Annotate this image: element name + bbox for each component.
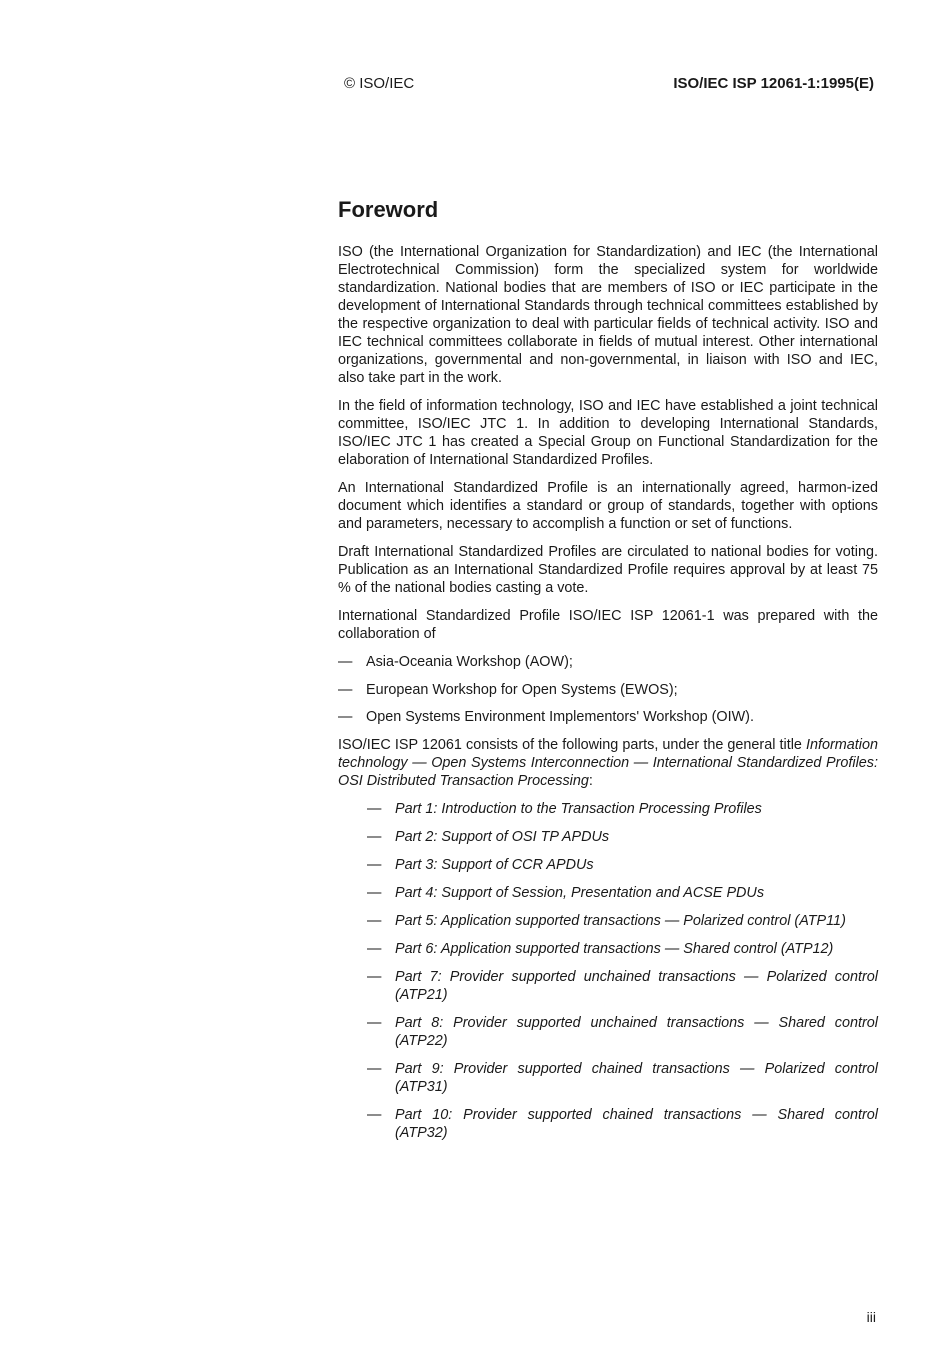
dash-bullet: —	[367, 941, 382, 957]
dash-bullet: —	[367, 829, 382, 845]
parts-general-title: Information technology — Open Systems Interconnection — International Standardized Profiles: OSI Distributed Transaction Processing	[338, 737, 878, 789]
dash-bullet: —	[338, 681, 353, 698]
dash-bullet: —	[367, 1107, 382, 1123]
dash-bullet: —	[338, 654, 353, 670]
list-item	[338, 800, 878, 818]
list-item	[338, 1106, 878, 1142]
page-title: Foreword	[338, 197, 439, 222]
part-title: Part 8: Provider supported unchained transactions — Shared control (ATP22)	[395, 1015, 878, 1049]
list-item	[338, 856, 878, 874]
header-standard-id: ISO/IEC ISP 12061-1:1995(E)	[673, 75, 874, 92]
workshop-label: Open Systems Environment Implementors' Workshop (OIW).	[366, 709, 754, 725]
part-title: Part 9: Provider supported chained transactions — Polarized control (ATP31)	[395, 1061, 878, 1095]
dash-bullet: —	[367, 857, 382, 873]
list-item	[338, 940, 878, 958]
dash-bullet: —	[367, 1015, 382, 1031]
paragraph-voting: Draft International Standardized Profiles are circulated to national bodies for voting. Publication as an International Standardized Profile requires approval by at least 75 % of the national bodies casting a vote.	[338, 544, 878, 596]
list-item	[338, 1060, 878, 1096]
workshop-list	[338, 653, 878, 726]
list-item	[338, 708, 878, 726]
part-title: Part 5: Application supported transactions — Polarized control (ATP11)	[395, 913, 846, 929]
paragraph-iso-iec: ISO (the International Organization for Standardization) and IEC (the International Electrotechnical Commission) form the specialized system for worldwide standardization. National bodies that are members of ISO or IEC participate in the development of International Standards through technical committees established by the respective organization to deal with particular fields of technical activity. ISO and IEC technical committees collaborate in fields of mutual interest. Other international organizations, governmental and non-governmental, in liaison with ISO and IEC, also take part in the work.	[338, 244, 878, 386]
part-title: Part 4: Support of Session, Presentation and ACSE PDUs	[395, 885, 765, 901]
list-item	[338, 1014, 878, 1050]
list-item	[338, 828, 878, 846]
dash-bullet: —	[338, 709, 353, 725]
page-number: iii	[866, 1309, 876, 1325]
dash-bullet: —	[367, 1061, 382, 1077]
parts-list	[338, 800, 878, 1142]
paragraph-isp-definition: An International Standardized Profile is an internationally agreed, harmon-ized document which identifies a standard or group of standards, together with options and parameters, necessary to accomplish a function or set of functions.	[338, 480, 878, 532]
part-title: Part 2: Support of OSI TP APDUs	[395, 829, 610, 845]
list-item	[338, 884, 878, 902]
list-item	[338, 653, 878, 671]
header-copyright: © ISO/IEC	[344, 75, 415, 92]
paragraph-jtc1: In the field of information technology, ISO and IEC have established a joint technical committee, ISO/IEC JTC 1. In addition to developing International Standards, ISO/IEC JTC 1 has created a Special Group on Functional Standardization for the elaboration of International Standardized Profiles.	[338, 398, 878, 468]
part-title: Part 10: Provider supported chained transactions — Shared control (ATP32)	[395, 1107, 878, 1141]
workshop-label: European Workshop for Open Systems (EWOS);	[366, 681, 678, 698]
part-title: Part 1: Introduction to the Transaction Processing Profiles	[395, 801, 762, 817]
list-item	[338, 912, 878, 930]
paragraph-parts-intro	[338, 736, 878, 790]
workshop-label: Asia-Oceania Workshop (AOW);	[366, 654, 573, 670]
part-title: Part 3: Support of CCR APDUs	[395, 857, 594, 873]
dash-bullet: —	[367, 913, 382, 929]
dash-bullet: —	[367, 969, 382, 985]
parts-intro-end: :	[588, 773, 593, 789]
part-title: Part 6: Application supported transactions — Shared control (ATP12)	[395, 941, 834, 957]
dash-bullet: —	[367, 885, 382, 901]
parts-intro-lead: ISO/IEC ISP 12061 consists of the following parts, under the general title	[338, 737, 806, 753]
paragraph-collaboration: International Standardized Profile ISO/IEC ISP 12061-1 was prepared with the collaboration of	[338, 608, 878, 642]
dash-bullet: —	[367, 801, 382, 817]
part-title: Part 7: Provider supported unchained transactions — Polarized control (ATP21)	[395, 969, 878, 1003]
foreword-body	[338, 243, 878, 1152]
list-item	[338, 968, 878, 1004]
list-item	[338, 681, 878, 699]
